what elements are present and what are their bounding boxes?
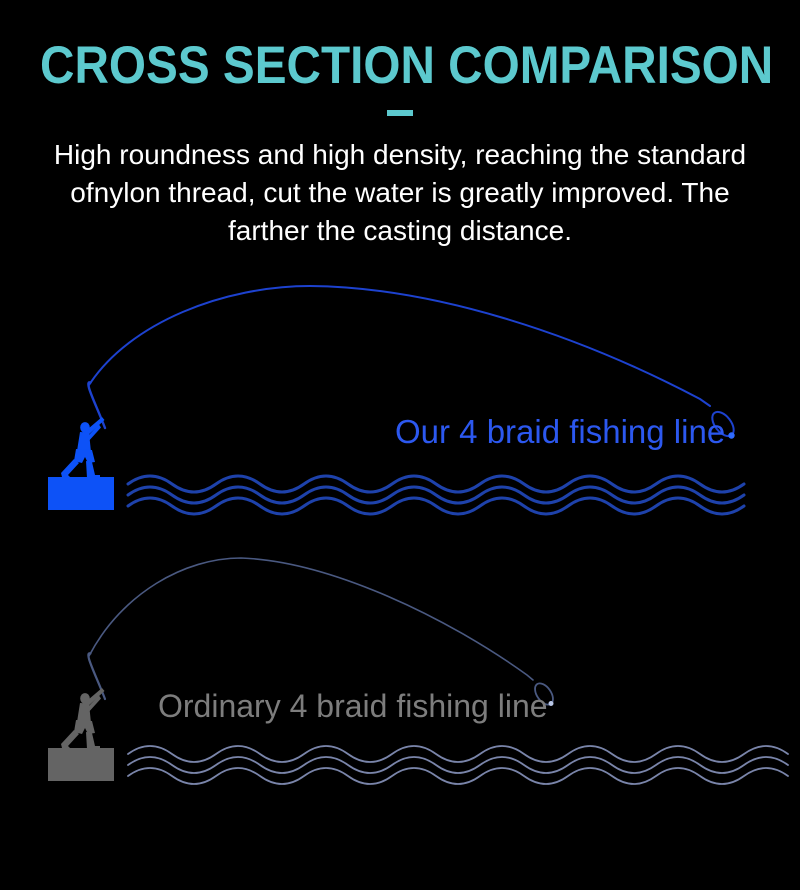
description-text bbox=[0, 136, 800, 250]
our-platform bbox=[48, 477, 114, 510]
page-title: CROSS SECTION COMPARISON bbox=[40, 36, 774, 95]
our-line-lure-dot bbox=[728, 432, 734, 438]
scene-our-line bbox=[48, 286, 744, 514]
ordinary-fisherman-group bbox=[48, 688, 114, 781]
ordinary-line-label: Ordinary 4 braid fishing line bbox=[158, 688, 548, 724]
ordinary-fisherman-icon bbox=[61, 688, 105, 749]
ordinary-platform bbox=[48, 748, 114, 781]
ordinary-cast-line-arc bbox=[89, 558, 533, 680]
description-line-2: ofnylon thread, cut the water is greatly improved. The bbox=[70, 177, 730, 208]
ordinary-cast-line-group bbox=[88, 558, 556, 708]
description-line-1: High roundness and high density, reaching the standard bbox=[53, 139, 747, 170]
our-cast-line-arc bbox=[89, 286, 710, 406]
our-fisherman-group bbox=[48, 417, 114, 510]
ordinary-water-waves-icon bbox=[128, 746, 788, 784]
our-fisherman-icon bbox=[61, 417, 105, 478]
our-line-label: Our 4 braid fishing line bbox=[395, 413, 726, 450]
our-water-waves-icon bbox=[128, 476, 744, 514]
title-divider bbox=[387, 110, 413, 116]
ordinary-line-lure-dot bbox=[549, 701, 554, 706]
scene-ordinary-line bbox=[48, 558, 788, 784]
description-line-3: farther the casting distance. bbox=[228, 215, 572, 246]
